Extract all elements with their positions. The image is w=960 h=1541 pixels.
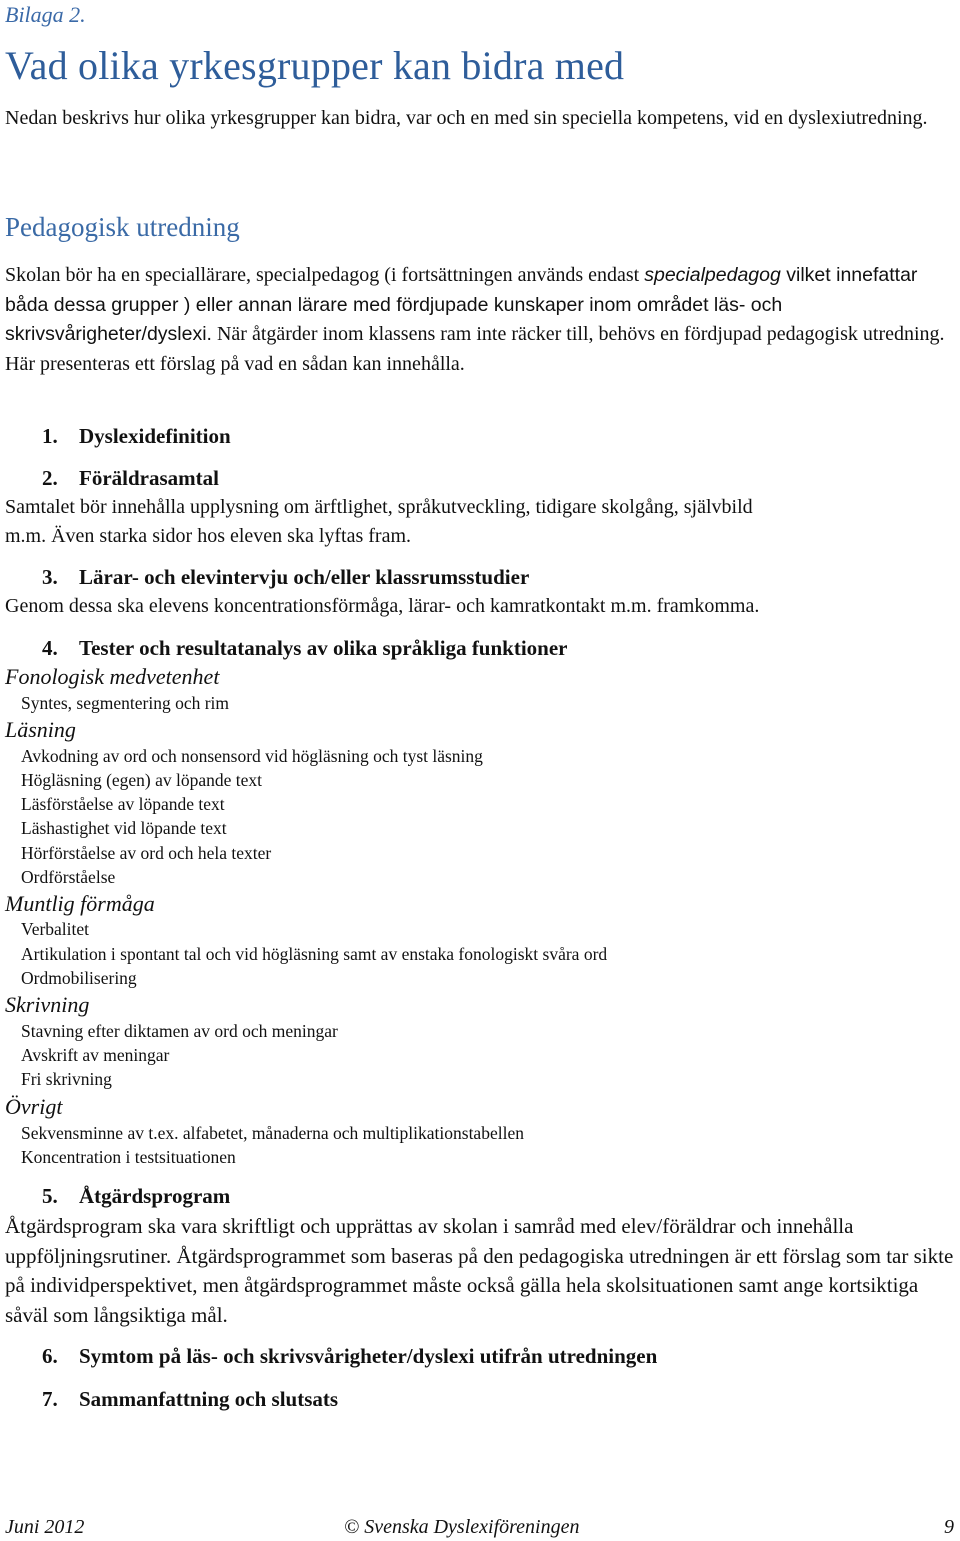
test-item: Ordmobilisering <box>21 968 137 988</box>
footer-date: Juni 2012 <box>5 1516 85 1538</box>
section-heading: Pedagogisk utredning <box>5 212 240 242</box>
test-item: Avkodning av ord och nonsensord vid högläsning och tyst läsning <box>21 746 483 766</box>
test-item: Ordförståelse <box>21 867 116 887</box>
item-dyslexidefinition: 1. Dyslexidefinition <box>42 424 231 448</box>
page-title: Vad olika yrkesgrupper kan bidra med <box>5 43 625 88</box>
para-text-1: Skolan bör ha en speciallärare, specialpedagog (i fortsättningen används endast <box>5 264 645 286</box>
item-title: Föräldrasamtal <box>79 466 219 490</box>
test-item: Verbalitet <box>21 919 90 939</box>
test-category-heading: Skrivning <box>5 992 90 1017</box>
section-paragraph <box>5 261 955 379</box>
appendix-label: Bilaga 2. <box>5 2 86 27</box>
item-title: Dyslexidefinition <box>79 424 231 448</box>
item-sammanfattning: 7. Sammanfattning och slutsats <box>42 1387 339 1411</box>
test-category-heading: Muntlig förmåga <box>5 891 155 916</box>
item-text: Åtgärdsprogram ska vara skriftligt och upprättas av skolan i samråd med elev/föräldrar och innehålla uppföljningsrutiner. Åtgärdsprogrammet som baseras på den pedagogiska utredningen är ett förslag som tar sikte på individperspektivet, men åtgärdsprogrammet måste också gälla hela skolsituationen samt ange kortsiktiga såväl som långsiktiga mål. <box>5 1214 954 1327</box>
test-item: Artikulation i spontant tal och vid högläsning samt av enstaka fonologiskt svåra ord <box>21 944 608 964</box>
para-italic-term: specialpedagog <box>644 264 781 286</box>
item-title: Lärar- och elevintervju och/eller klassrumsstudier <box>79 565 530 589</box>
test-item: Sekvensminne av t.ex. alfabetet, månaderna och multiplikationstabellen <box>21 1123 524 1143</box>
test-item: Fri skrivning <box>21 1069 112 1089</box>
item-foraldrasamtal: 2. Föräldrasamtal <box>42 466 219 490</box>
item-title: Sammanfattning och slutsats <box>79 1387 339 1411</box>
item-title: Åtgärdsprogram <box>79 1184 231 1208</box>
test-item: Koncentration i testsituationen <box>21 1147 236 1167</box>
item-tester: 4. Tester och resultatanalys av olika språkliga funktioner <box>42 636 568 660</box>
test-item: Stavning efter diktamen av ord och meningar <box>21 1021 338 1041</box>
para-text-2: vilket innefattar båda dessa grupper ) eller annan lärare med fördjupade kunskaper inom området läs- och skrivsvårigheter/dyslexi. <box>5 264 918 345</box>
footer-copyright: © Svenska Dyslexiföreningen <box>344 1516 580 1538</box>
test-category-heading: Läsning <box>5 717 76 742</box>
para-text-3: När åtgärder inom klassens ram inte räcker till, behövs en fördjupad pedagogisk utredning. Här presenteras ett förslag på vad en sådan kan innehålla. <box>5 323 945 375</box>
test-category-heading: Övrigt <box>5 1094 63 1119</box>
item-title: Symtom på läs- och skrivsvårigheter/dyslexi utifrån utredningen <box>79 1344 658 1368</box>
test-item: Läshastighet vid löpande text <box>21 818 227 838</box>
test-item: Hörförståelse av ord och hela texter <box>21 843 272 863</box>
intro-paragraph: Nedan beskrivs hur olika yrkesgrupper kan bidra, var och en med sin speciella kompetens, vid en dyslexiutredning. <box>5 107 928 129</box>
item-symtom: 6. Symtom på läs- och skrivsvårigheter/dyslexi utifrån utredningen <box>42 1344 658 1368</box>
test-item: Syntes, segmentering och rim <box>21 693 230 713</box>
test-item: Högläsning (egen) av löpande text <box>21 770 263 790</box>
test-item: Läsförståelse av löpande text <box>21 794 225 814</box>
footer-page-number: 9 <box>944 1516 954 1538</box>
test-item: Avskrift av meningar <box>21 1045 170 1065</box>
item-text: Samtalet bör innehålla upplysning om ärftlighet, språkutveckling, tidigare skolgång, självbild <box>5 496 753 518</box>
item-text: m.m. Även starka sidor hos eleven ska lyftas fram. <box>5 525 412 547</box>
test-category-heading: Fonologisk medvetenhet <box>5 664 220 689</box>
item-intervju: 3. Lärar- och elevintervju och/eller klassrumsstudier <box>42 565 530 589</box>
item-text: Genom dessa ska elevens koncentrationsförmåga, lärar- och kamratkontakt m.m. framkomma. <box>5 595 760 617</box>
item-title: Tester och resultatanalys av olika språkliga funktioner <box>79 636 568 660</box>
item-atgardsprogram: 5. Åtgärdsprogram <box>42 1184 231 1208</box>
